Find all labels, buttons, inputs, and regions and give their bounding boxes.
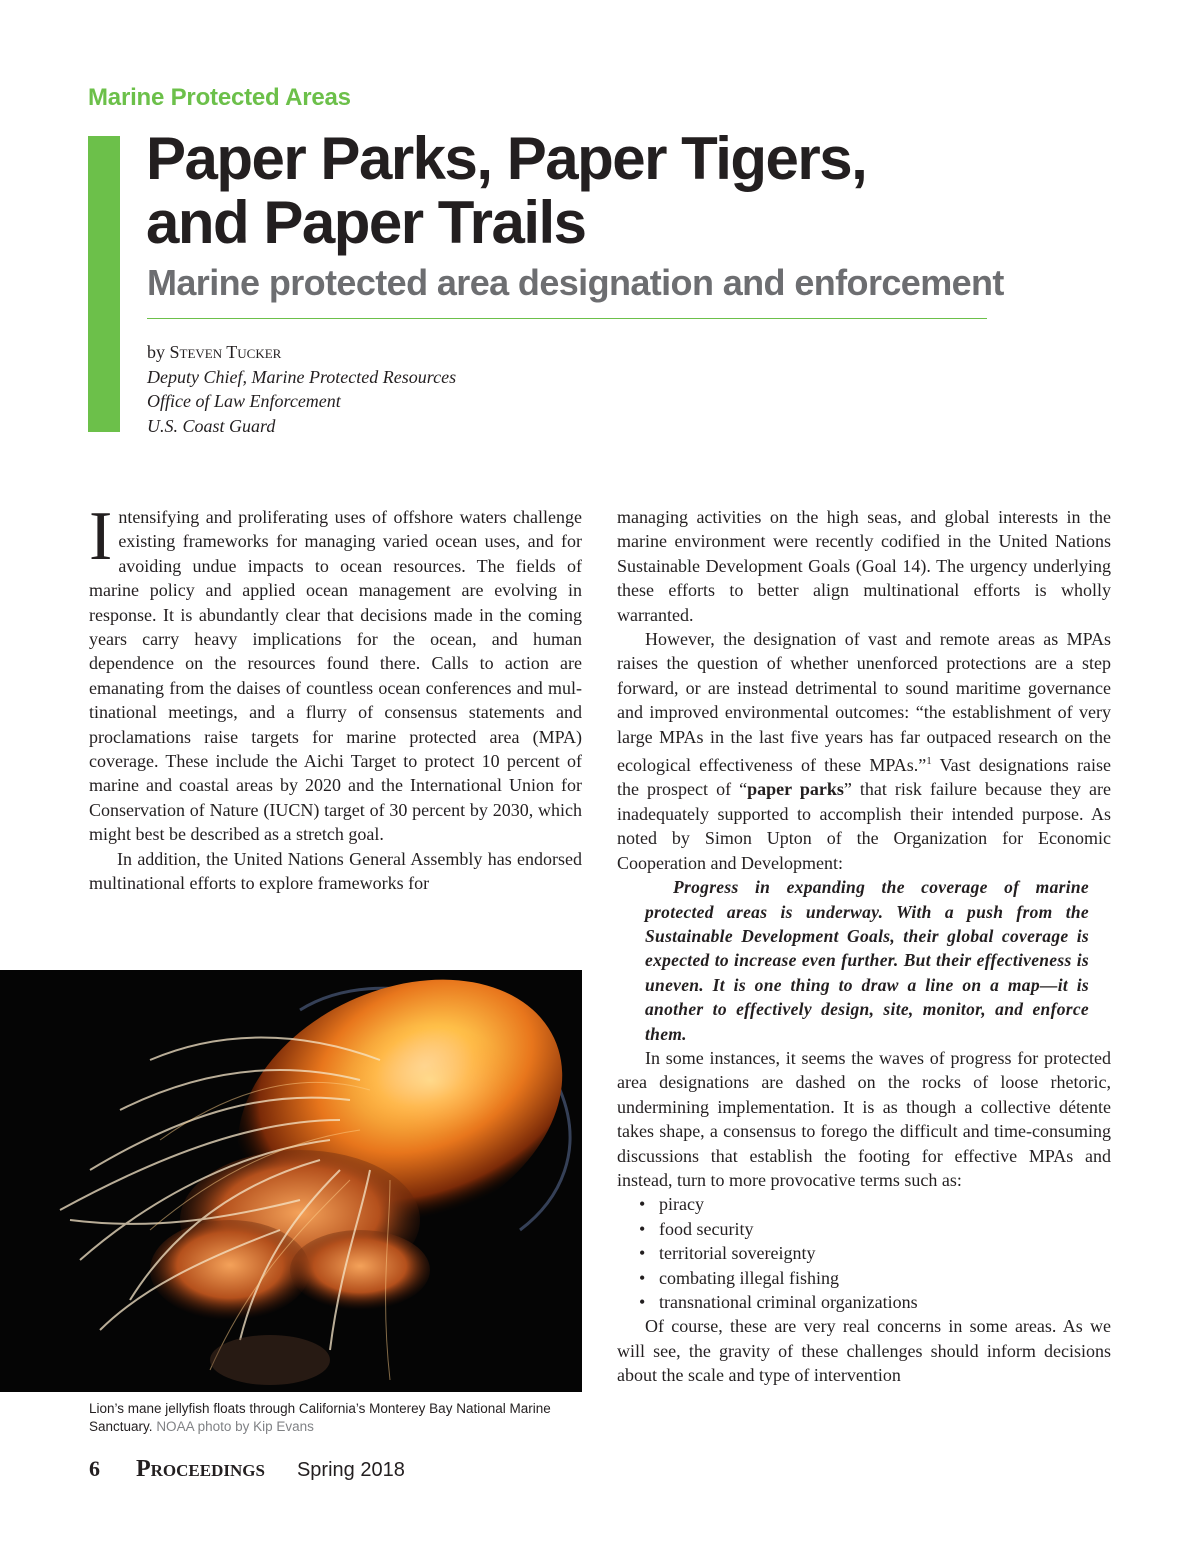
footnote-ref[interactable]: 1 [926, 755, 932, 768]
byline [147, 340, 456, 438]
title-line-1: Paper Parks, Paper Tigers, [146, 125, 867, 192]
quote-text: Progress in expanding the coverage of marine protected areas is underway. With a push from the Sustainable Development Goals, their global coverage is expected to increase even further. But their effectiveness is uneven. It is one thing to draw a line on a map—it is another to effectively design, site, monitor, and enforce them. [645, 877, 1089, 1044]
right-column [617, 505, 1111, 1388]
section-label: Marine Protected Areas [88, 84, 351, 111]
photo-credit: NOAA photo by Kip Evans [156, 1419, 314, 1434]
list-item: • combating illegal fishing [639, 1266, 1111, 1290]
caption-text: Lion’s mane jellyfish floats through California’s Monterey Bay National Marine Sanctuary. [89, 1401, 551, 1434]
issue-date: Spring 2018 [296, 1459, 405, 1481]
emphasis-term: paper parks [747, 779, 844, 800]
list-item: • piracy [639, 1192, 1111, 1216]
author-org: U.S. Coast Guard [147, 415, 276, 436]
byline-prefix: by [147, 342, 170, 362]
block-quote [645, 875, 1089, 1046]
title-line-2: and Paper Trails [146, 189, 586, 256]
accent-bar [88, 136, 120, 432]
author-title: Deputy Chief, Marine Protected Resources [147, 366, 457, 387]
publication-name: Proceedings [136, 1456, 265, 1482]
jellyfish-photo [0, 970, 582, 1392]
left-column [89, 498, 582, 896]
body-paragraph [617, 627, 1111, 875]
article-title [146, 127, 1046, 255]
page-footer [89, 1456, 405, 1483]
author-office: Office of Law Enforcement [147, 391, 341, 411]
author-name: Steven Tucker [169, 342, 282, 362]
article-subtitle: Marine protected area designation and enforcement [147, 262, 1004, 303]
photo-caption [89, 1400, 582, 1436]
byline-author-line [147, 340, 456, 365]
paragraph-text: ” that risk failure because they are inadequately supported to accomplish their intended purpose. As noted by Simon Upton of the Organization for Economic Cooperation and Development: [617, 779, 1111, 873]
bullet-list [617, 1192, 1111, 1314]
body-paragraph: Of course, these are very real concerns in some areas. As we will see, the gravity of these challenges should inform decisions about the scale and type of intervention [617, 1316, 1111, 1386]
page-number: 6 [89, 1456, 100, 1481]
body-paragraph [89, 498, 582, 847]
paragraph-text: However, the designation of vast and remote areas as MPAs raises the question of whether unenforced protections are a step forward, or are instead detrimental to sound maritime governance and improved environmental outcomes: “the establishment of very large MPAs in the last five years has far outpaced research on the ecological effectiveness of these MPAs.” [617, 629, 1111, 776]
list-item: • food security [639, 1217, 1111, 1241]
title-divider [147, 318, 987, 319]
body-paragraph: In addition, the United Nations General Assembly has endorsed multinational efforts to explore frameworks for [89, 848, 582, 894]
drop-cap: I [89, 498, 113, 575]
body-paragraph: In some instances, it seems the waves of progress for protected area designations are dashed on the rocks of loose rhetoric, undermining implementation. It is as though a collective détente takes shape, a consensus to forego the difficult and time-consuming discussions that establish the footing for effective MPAs and instead, turn to more provocative terms such as: [617, 1047, 1111, 1190]
paragraph-text: Vast designations raise the prospect of “ [617, 755, 1111, 800]
list-item: • territorial sovereignty [639, 1241, 1111, 1265]
list-item: • transnational criminal organizations [639, 1290, 1111, 1314]
paragraph-text: ntensifying and proliferating uses of offshore waters challenge existing frameworks for managing varied ocean uses, and for avoiding undue impacts to ocean resources. The fields of marine policy and applied ocean management are evolving in response. It is abundantly clear that decisions made in the coming years carry heavy implications for the ocean, and human dependence on the resources found there. Calls to action are emanating from the daises of countless ocean conferences and multinational meetings, and a flurry of consensus statements and proclamations raise targets for marine protected area (MPA) coverage. These include the Aichi Target to protect 10 percent of marine and coastal areas by 2020 and the International Union for Conservation of Nature (IUCN) target of 30 percent by 2030, which might best be described as a stretch goal. [89, 507, 582, 845]
body-paragraph: managing activities on the high seas, and global interests in the marine environment were recently codified in the United Nations Sustainable Development Goals (Goal 14). The urgency underlying these efforts to better align multinational efforts is wholly warranted. [617, 507, 1111, 625]
